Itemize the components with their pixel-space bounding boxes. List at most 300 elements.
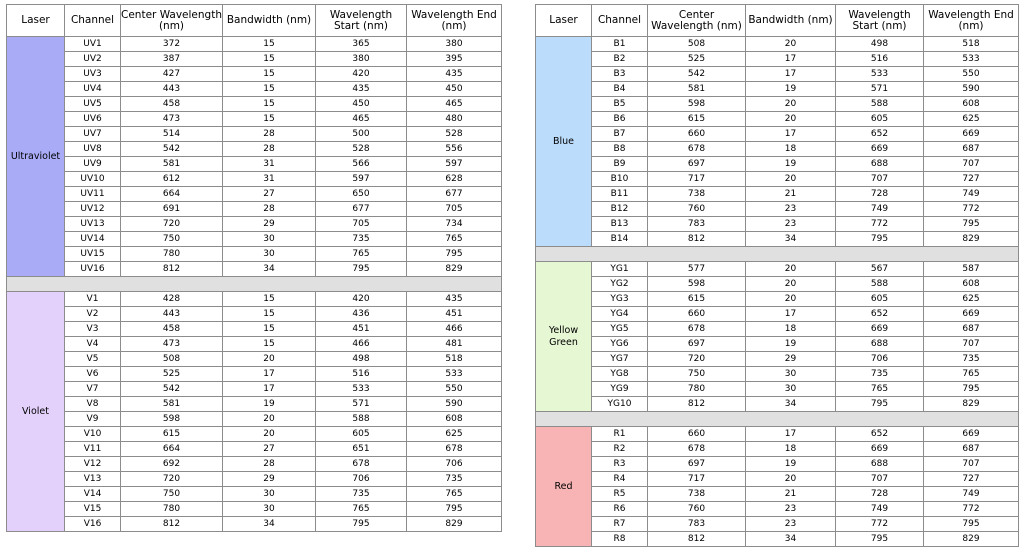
table-row — [536, 52, 1019, 67]
channel-cell: R8 — [592, 532, 648, 547]
channel-cell: B3 — [592, 67, 648, 82]
bandwidth-cell: 20 — [223, 412, 316, 427]
bandwidth-cell: 23 — [746, 502, 836, 517]
group-separator-cell — [7, 277, 502, 292]
bandwidth-header: Bandwidth (nm) — [746, 5, 836, 37]
center-wavelength-cell: 458 — [121, 97, 223, 112]
wavelength-end-cell: 395 — [407, 52, 502, 67]
table-row — [7, 352, 502, 367]
group-separator-cell — [536, 412, 1019, 427]
table-row — [536, 82, 1019, 97]
wavelength-end-cell: 829 — [407, 517, 502, 532]
wavelength-end-cell: 727 — [924, 472, 1019, 487]
wavelength-start-cell: 597 — [316, 172, 407, 187]
table-row — [7, 517, 502, 532]
wavelength-end-cell: 706 — [407, 457, 502, 472]
wavelength-end-cell: 795 — [407, 247, 502, 262]
bandwidth-cell: 19 — [746, 457, 836, 472]
wavelength-end-cell: 669 — [924, 127, 1019, 142]
table-row — [536, 382, 1019, 397]
channel-cell: UV6 — [65, 112, 121, 127]
bandwidth-cell: 31 — [223, 172, 316, 187]
bandwidth-cell: 15 — [223, 112, 316, 127]
table-row — [536, 277, 1019, 292]
bandwidth-cell: 29 — [746, 352, 836, 367]
table-row — [7, 427, 502, 442]
center-wavelength-cell: 508 — [121, 352, 223, 367]
wavelength-end-cell: 734 — [407, 217, 502, 232]
wavelength-start-cell: 688 — [836, 337, 924, 352]
center-wavelength-cell: 812 — [121, 517, 223, 532]
laser-group-cell: Violet — [7, 292, 65, 532]
group-separator-row — [7, 277, 502, 292]
channel-cell: UV14 — [65, 232, 121, 247]
bandwidth-cell: 27 — [223, 187, 316, 202]
channel-cell: YG7 — [592, 352, 648, 367]
wavelength-start-cell: 707 — [836, 472, 924, 487]
wavelength-start-cell: 652 — [836, 307, 924, 322]
center-wavelength-cell: 542 — [648, 67, 746, 82]
bandwidth-cell: 31 — [223, 157, 316, 172]
bandwidth-cell: 17 — [223, 382, 316, 397]
table-row — [536, 37, 1019, 52]
table-row — [536, 187, 1019, 202]
table-row — [536, 127, 1019, 142]
center-wavelength-cell: 473 — [121, 112, 223, 127]
center-wavelength-cell: 720 — [648, 352, 746, 367]
wavelength-start-cell: 765 — [316, 247, 407, 262]
table-row — [536, 112, 1019, 127]
bandwidth-cell: 19 — [746, 157, 836, 172]
channel-cell: UV8 — [65, 142, 121, 157]
wavelength-end-cell: 380 — [407, 37, 502, 52]
wavelength-start-cell: 669 — [836, 142, 924, 157]
wavelength-start-cell: 706 — [316, 472, 407, 487]
wavelength-start-cell: 688 — [836, 457, 924, 472]
center-wavelength-cell: 760 — [648, 502, 746, 517]
wavelength-end-cell: 590 — [407, 397, 502, 412]
channel-cell: UV15 — [65, 247, 121, 262]
table-row — [536, 472, 1019, 487]
channel-cell: V10 — [65, 427, 121, 442]
channel-cell: UV4 — [65, 82, 121, 97]
table-row — [7, 112, 502, 127]
table-row — [7, 472, 502, 487]
bandwidth-cell: 17 — [223, 367, 316, 382]
wavelength-end-cell: 707 — [924, 157, 1019, 172]
bandwidth-cell: 23 — [746, 217, 836, 232]
wavelength-start-cell: 516 — [836, 52, 924, 67]
table-row — [7, 502, 502, 517]
bandwidth-cell: 34 — [746, 232, 836, 247]
laser-group-cell: Yellow Green — [536, 262, 592, 412]
table-row — [7, 397, 502, 412]
wavelength-end-cell: 533 — [407, 367, 502, 382]
wavelength-start-cell: 500 — [316, 127, 407, 142]
center-wavelength-cell: 717 — [648, 172, 746, 187]
table-row — [536, 292, 1019, 307]
channel-cell: B10 — [592, 172, 648, 187]
wavelength-end-cell: 772 — [924, 502, 1019, 517]
wavelength-end-cell: 481 — [407, 337, 502, 352]
center-wavelength-cell: 427 — [121, 67, 223, 82]
table-row — [536, 67, 1019, 82]
wavelength-start-cell: 749 — [836, 202, 924, 217]
wavelength-end-cell: 829 — [924, 397, 1019, 412]
wavelength-end-cell: 550 — [407, 382, 502, 397]
table-row — [7, 307, 502, 322]
wavelength-end-cell: 480 — [407, 112, 502, 127]
channel-cell: B1 — [592, 37, 648, 52]
wavelength-end-cell: 625 — [924, 292, 1019, 307]
wavelength-start-cell: 466 — [316, 337, 407, 352]
wavelength-end-cell: 687 — [924, 142, 1019, 157]
laser-group-cell: Ultraviolet — [7, 37, 65, 277]
bandwidth-cell: 17 — [746, 307, 836, 322]
wavelength-start-cell: 651 — [316, 442, 407, 457]
table-row — [7, 187, 502, 202]
bandwidth-cell: 20 — [746, 292, 836, 307]
bandwidth-cell: 27 — [223, 442, 316, 457]
table-row — [7, 247, 502, 262]
wavelength-end-cell: 772 — [924, 202, 1019, 217]
center-wavelength-cell: 508 — [648, 37, 746, 52]
center-wavelength-cell: 678 — [648, 442, 746, 457]
center-wavelength-cell: 692 — [121, 457, 223, 472]
center-wavelength-cell: 750 — [121, 232, 223, 247]
channel-cell: B11 — [592, 187, 648, 202]
wavelength-start-cell: 436 — [316, 307, 407, 322]
wavelength-end-cell: 795 — [924, 517, 1019, 532]
bandwidth-cell: 17 — [746, 67, 836, 82]
channel-cell: V6 — [65, 367, 121, 382]
table-row — [536, 367, 1019, 382]
wavelength-end-cell: 687 — [924, 322, 1019, 337]
wavelength-start-cell: 795 — [836, 232, 924, 247]
bandwidth-cell: 28 — [223, 142, 316, 157]
center-wavelength-cell: 598 — [648, 97, 746, 112]
channel-cell: V9 — [65, 412, 121, 427]
table-row — [536, 202, 1019, 217]
table-row — [536, 457, 1019, 472]
wavelength-end-cell: 795 — [924, 382, 1019, 397]
table-row — [7, 262, 502, 277]
bandwidth-cell: 30 — [223, 502, 316, 517]
wavelength-end-cell: 727 — [924, 172, 1019, 187]
table-row — [7, 382, 502, 397]
table-row — [7, 37, 502, 52]
wavelength-start-cell: 795 — [836, 397, 924, 412]
center-wavelength-cell: 780 — [121, 502, 223, 517]
wavelength-end-cell: 678 — [407, 442, 502, 457]
table-row — [7, 142, 502, 157]
table-row — [536, 427, 1019, 442]
channel-cell: B5 — [592, 97, 648, 112]
wavelength-start-cell: 380 — [316, 52, 407, 67]
bandwidth-cell: 18 — [746, 322, 836, 337]
wavelength-start-cell: 588 — [836, 97, 924, 112]
channel-cell: UV2 — [65, 52, 121, 67]
channel-cell: UV12 — [65, 202, 121, 217]
center-wavelength-cell: 443 — [121, 82, 223, 97]
center-wavelength-cell: 738 — [648, 187, 746, 202]
bandwidth-cell: 30 — [223, 247, 316, 262]
wavelength-start-header: Wavelength Start (nm) — [836, 5, 924, 37]
wavelength-start-cell: 735 — [316, 232, 407, 247]
channel-cell: YG9 — [592, 382, 648, 397]
channel-cell: R5 — [592, 487, 648, 502]
channel-cell: UV3 — [65, 67, 121, 82]
center-wavelength-cell: 697 — [648, 457, 746, 472]
wavelength-end-cell: 765 — [407, 232, 502, 247]
table-row — [7, 232, 502, 247]
wavelength-end-cell: 556 — [407, 142, 502, 157]
table-row — [536, 142, 1019, 157]
table-row — [7, 202, 502, 217]
wavelength-start-cell: 365 — [316, 37, 407, 52]
wavelength-end-cell: 435 — [407, 67, 502, 82]
channel-cell: V7 — [65, 382, 121, 397]
table-row — [7, 337, 502, 352]
wavelength-start-cell: 772 — [836, 217, 924, 232]
wavelength-end-cell: 628 — [407, 172, 502, 187]
bandwidth-cell: 20 — [746, 37, 836, 52]
wavelength-end-cell: 705 — [407, 202, 502, 217]
channel-cell: YG8 — [592, 367, 648, 382]
bandwidth-cell: 19 — [223, 397, 316, 412]
center-wavelength-cell: 750 — [121, 487, 223, 502]
bandwidth-header: Bandwidth (nm) — [223, 5, 316, 37]
wavelength-end-cell: 533 — [924, 52, 1019, 67]
bandwidth-cell: 20 — [746, 262, 836, 277]
channel-cell: UV10 — [65, 172, 121, 187]
center-wavelength-cell: 664 — [121, 442, 223, 457]
wavelength-end-cell: 587 — [924, 262, 1019, 277]
wavelength-start-cell: 567 — [836, 262, 924, 277]
table-row — [7, 67, 502, 82]
wavelength-start-cell: 735 — [316, 487, 407, 502]
channel-cell: UV7 — [65, 127, 121, 142]
wavelength-start-cell: 465 — [316, 112, 407, 127]
channel-cell: B6 — [592, 112, 648, 127]
center-wavelength-cell: 812 — [648, 397, 746, 412]
table-row — [7, 322, 502, 337]
bandwidth-cell: 15 — [223, 82, 316, 97]
center-wavelength-cell: 581 — [121, 397, 223, 412]
wavelength-start-cell: 588 — [836, 277, 924, 292]
channel-cell: V13 — [65, 472, 121, 487]
wavelength-end-cell: 829 — [924, 532, 1019, 547]
center-wavelength-cell: 812 — [121, 262, 223, 277]
channel-cell: YG3 — [592, 292, 648, 307]
center-wavelength-cell: 581 — [648, 82, 746, 97]
table-row — [536, 307, 1019, 322]
bandwidth-cell: 20 — [223, 352, 316, 367]
bandwidth-cell: 15 — [223, 337, 316, 352]
bandwidth-cell: 15 — [223, 322, 316, 337]
channel-cell: YG10 — [592, 397, 648, 412]
table-row — [536, 217, 1019, 232]
wavelength-end-cell: 765 — [924, 367, 1019, 382]
wavelength-start-cell: 650 — [316, 187, 407, 202]
channel-header: Channel — [592, 5, 648, 37]
wavelength-start-cell: 516 — [316, 367, 407, 382]
bandwidth-cell: 28 — [223, 202, 316, 217]
wavelength-start-cell: 605 — [316, 427, 407, 442]
bandwidth-cell: 30 — [746, 382, 836, 397]
center-wavelength-cell: 598 — [648, 277, 746, 292]
center-wavelength-cell: 697 — [648, 337, 746, 352]
wavelength-end-cell: 518 — [924, 37, 1019, 52]
wavelength-start-cell: 652 — [836, 127, 924, 142]
center-wavelength-cell: 577 — [648, 262, 746, 277]
bandwidth-cell: 28 — [223, 127, 316, 142]
center-wavelength-cell: 581 — [121, 157, 223, 172]
wavelength-end-cell: 669 — [924, 427, 1019, 442]
channel-cell: B7 — [592, 127, 648, 142]
laser-group-cell: Blue — [536, 37, 592, 247]
channel-cell: V16 — [65, 517, 121, 532]
wavelength-start-cell: 795 — [316, 262, 407, 277]
wavelength-start-header: Wavelength Start (nm) — [316, 5, 407, 37]
center-wavelength-cell: 783 — [648, 517, 746, 532]
center-wavelength-cell: 760 — [648, 202, 746, 217]
wavelength-start-cell: 498 — [836, 37, 924, 52]
group-separator-row — [536, 412, 1019, 427]
center-wavelength-cell: 443 — [121, 307, 223, 322]
center-wavelength-cell: 428 — [121, 292, 223, 307]
channel-cell: R2 — [592, 442, 648, 457]
channel-cell: R7 — [592, 517, 648, 532]
center-wavelength-cell: 780 — [648, 382, 746, 397]
wavelength-start-cell: 420 — [316, 67, 407, 82]
table-row — [536, 517, 1019, 532]
center-wavelength-cell: 458 — [121, 322, 223, 337]
wavelength-end-cell: 518 — [407, 352, 502, 367]
wavelength-end-cell: 749 — [924, 187, 1019, 202]
wavelength-end-cell: 625 — [924, 112, 1019, 127]
center-wavelength-cell: 473 — [121, 337, 223, 352]
wavelength-start-cell: 451 — [316, 322, 407, 337]
wavelength-end-cell: 735 — [407, 472, 502, 487]
bandwidth-cell: 23 — [746, 202, 836, 217]
bandwidth-cell: 34 — [223, 517, 316, 532]
table-row — [536, 352, 1019, 367]
bandwidth-cell: 15 — [223, 97, 316, 112]
wavelength-end-cell: 465 — [407, 97, 502, 112]
center-wavelength-cell: 678 — [648, 142, 746, 157]
wavelength-end-cell: 829 — [407, 262, 502, 277]
bandwidth-cell: 30 — [223, 487, 316, 502]
bandwidth-cell: 20 — [746, 472, 836, 487]
channel-cell: B4 — [592, 82, 648, 97]
center-wavelength-cell: 691 — [121, 202, 223, 217]
center-wavelength-cell: 678 — [648, 322, 746, 337]
table-row — [536, 322, 1019, 337]
wavelength-start-cell: 605 — [836, 292, 924, 307]
bandwidth-cell: 15 — [223, 67, 316, 82]
center-wavelength-cell: 720 — [121, 217, 223, 232]
wavelength-end-cell: 677 — [407, 187, 502, 202]
wavelength-start-cell: 571 — [836, 82, 924, 97]
channel-cell: R4 — [592, 472, 648, 487]
wavelength-start-cell: 735 — [836, 367, 924, 382]
channel-cell: B12 — [592, 202, 648, 217]
wavelength-end-cell: 597 — [407, 157, 502, 172]
channel-cell: V12 — [65, 457, 121, 472]
wavelength-start-cell: 669 — [836, 442, 924, 457]
wavelength-start-cell: 528 — [316, 142, 407, 157]
table-row — [7, 157, 502, 172]
bandwidth-cell: 34 — [223, 262, 316, 277]
header-row — [7, 5, 502, 37]
channel-cell: YG4 — [592, 307, 648, 322]
wavelength-end-cell: 528 — [407, 127, 502, 142]
center-wavelength-cell: 598 — [121, 412, 223, 427]
center-wavelength-header: Center Wavelength (nm) — [648, 5, 746, 37]
table-row — [7, 457, 502, 472]
bandwidth-cell: 29 — [223, 217, 316, 232]
center-wavelength-cell: 525 — [121, 367, 223, 382]
wavelength-end-cell: 625 — [407, 427, 502, 442]
wavelength-end-header: Wavelength End (nm) — [924, 5, 1019, 37]
bandwidth-cell: 15 — [223, 37, 316, 52]
table-row — [7, 367, 502, 382]
wavelength-start-cell: 435 — [316, 82, 407, 97]
wavelength-end-cell: 550 — [924, 67, 1019, 82]
channel-cell: V4 — [65, 337, 121, 352]
channel-cell: YG2 — [592, 277, 648, 292]
center-wavelength-cell: 664 — [121, 187, 223, 202]
bandwidth-cell: 20 — [746, 172, 836, 187]
wavelength-end-cell: 749 — [924, 487, 1019, 502]
wavelength-end-cell: 795 — [924, 217, 1019, 232]
table-row — [536, 97, 1019, 112]
center-wavelength-cell: 720 — [121, 472, 223, 487]
table-row — [7, 97, 502, 112]
left-panel — [6, 4, 502, 532]
channel-cell: YG5 — [592, 322, 648, 337]
wavelength-start-cell: 765 — [316, 502, 407, 517]
table-row — [7, 217, 502, 232]
wavelength-end-cell: 735 — [924, 352, 1019, 367]
wavelength-start-cell: 669 — [836, 322, 924, 337]
wavelength-start-cell: 533 — [316, 382, 407, 397]
table-row — [536, 157, 1019, 172]
wavelength-start-cell: 420 — [316, 292, 407, 307]
center-wavelength-cell: 514 — [121, 127, 223, 142]
wavelength-end-cell: 707 — [924, 337, 1019, 352]
table-row — [7, 52, 502, 67]
bandwidth-cell: 15 — [223, 52, 316, 67]
wavelength-start-cell: 533 — [836, 67, 924, 82]
channel-cell: R3 — [592, 457, 648, 472]
wavelength-end-cell: 707 — [924, 457, 1019, 472]
channel-cell: V14 — [65, 487, 121, 502]
wavelength-start-cell: 706 — [836, 352, 924, 367]
center-wavelength-cell: 780 — [121, 247, 223, 262]
channel-cell: UV1 — [65, 37, 121, 52]
wavelength-start-cell: 677 — [316, 202, 407, 217]
wavelength-start-cell: 571 — [316, 397, 407, 412]
wavelength-start-cell: 707 — [836, 172, 924, 187]
bandwidth-cell: 19 — [746, 337, 836, 352]
wavelength-start-cell: 605 — [836, 112, 924, 127]
wavelength-start-cell: 728 — [836, 187, 924, 202]
table-row — [7, 127, 502, 142]
channel-cell: V5 — [65, 352, 121, 367]
bandwidth-cell: 19 — [746, 82, 836, 97]
